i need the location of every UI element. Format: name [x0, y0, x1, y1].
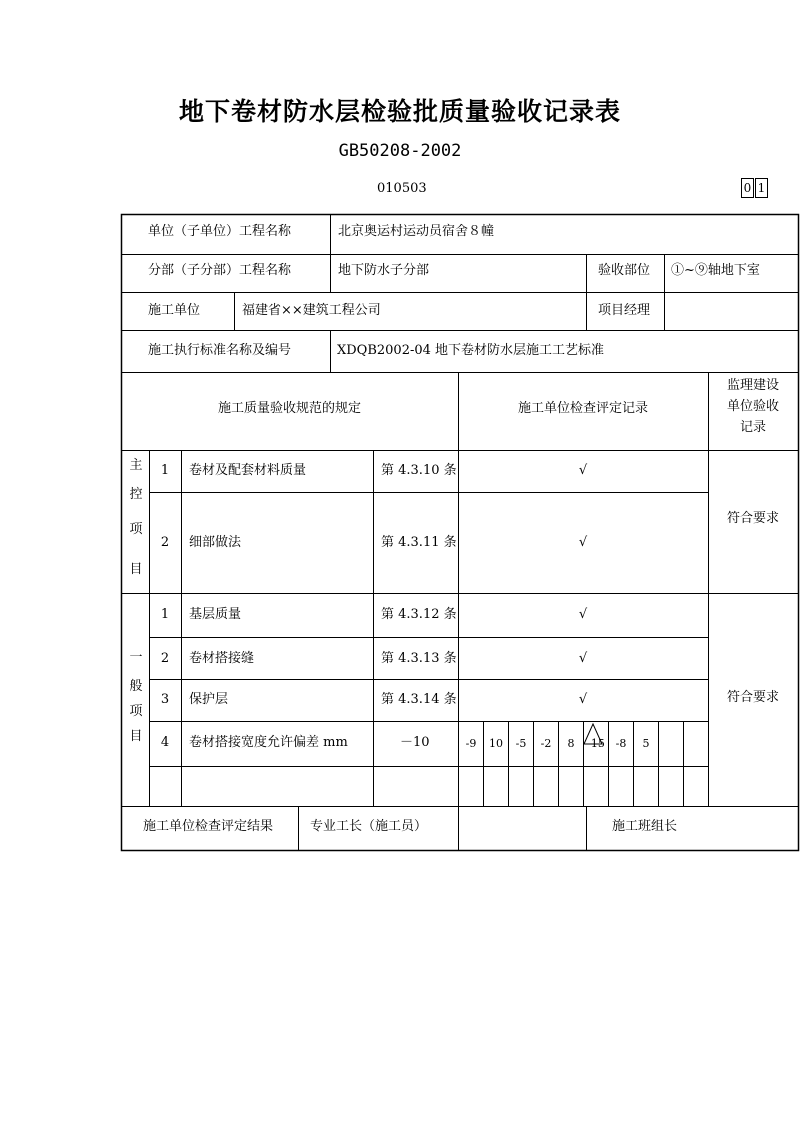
- main-row-2-clause: 第 4.3.11 条: [381, 535, 457, 550]
- general-row-2-item: 卷材搭接缝: [189, 651, 255, 666]
- form-code: 010503: [377, 181, 427, 196]
- main-items-result: 符合要求: [726, 511, 779, 526]
- measurement-1: -9: [465, 737, 477, 750]
- project-name-label: 单位（子单位）工程名称: [148, 224, 292, 239]
- spec-column-header: 施工质量验收规范的规定: [217, 401, 361, 416]
- main-group-label-3: 项: [129, 522, 143, 537]
- result-label: 施工单位检查评定结果: [143, 819, 274, 834]
- subdivision-label: 分部（子分部）工程名称: [148, 263, 292, 278]
- general-row-1-record: √: [578, 607, 588, 622]
- general-row-3-item: 保护层: [189, 692, 229, 707]
- general-row-3-record: √: [578, 692, 588, 707]
- supervisor-header-line-3: 记录: [739, 420, 766, 435]
- general-group-label-2: 般: [129, 679, 143, 694]
- measurement-6: -15: [587, 737, 605, 750]
- inspection-part-label: 验收部位: [598, 263, 651, 278]
- main-row-2-item: 细部做法: [189, 535, 242, 550]
- general-items-result: 符合要求: [726, 690, 779, 705]
- measurement-2: 10: [489, 737, 503, 750]
- measurement-8: 5: [642, 737, 650, 750]
- general-row-3-clause: 第 4.3.14 条: [381, 692, 457, 707]
- main-row-1-clause: 第 4.3.10 条: [381, 463, 457, 478]
- general-group-label-4: 目: [129, 729, 143, 744]
- main-row-2-no: 2: [160, 535, 170, 550]
- subdivision-value: 地下防水子分部: [338, 263, 430, 278]
- general-row-4-no: 4: [160, 735, 170, 750]
- main-group-label-2: 控: [129, 487, 143, 502]
- inspection-part-value: ①~⑨轴地下室: [671, 263, 760, 278]
- project-name-value: 北京奥运村运动员宿舍８幢: [338, 224, 495, 239]
- general-row-4-tolerance: －10: [400, 735, 430, 750]
- main-row-1-item: 卷材及配套材料质量: [189, 463, 307, 478]
- execution-standard-label: 施工执行标准名称及编号: [148, 343, 292, 358]
- general-row-4-item: 卷材搭接宽度允许偏差 mm: [189, 735, 348, 750]
- general-row-2-no: 2: [160, 651, 170, 666]
- record-column-header: 施工单位检查评定记录: [517, 401, 648, 416]
- project-manager-label: 项目经理: [598, 303, 651, 318]
- general-group-label-1: 一: [129, 650, 143, 665]
- measurement-5: 8: [567, 737, 575, 750]
- measurement-3: -5: [515, 737, 527, 750]
- contractor-label: 施工单位: [148, 303, 201, 318]
- contractor-value: 福建省××建筑工程公司: [242, 303, 381, 318]
- main-row-1-record: √: [578, 463, 588, 478]
- sheet-no-digit-2: 1: [755, 178, 768, 198]
- sheet-no-digit-1: 0: [741, 178, 754, 198]
- measurement-4: -2: [540, 737, 552, 750]
- general-row-1-clause: 第 4.3.12 条: [381, 607, 457, 622]
- standard-code: GB50208-2002: [338, 141, 462, 161]
- main-group-label-4: 目: [129, 562, 143, 577]
- general-row-3-no: 3: [160, 692, 170, 707]
- general-group-label-3: 项: [129, 704, 143, 719]
- general-row-2-record: √: [578, 651, 588, 666]
- supervisor-header-line-2: 单位验收: [726, 399, 779, 414]
- general-row-1-item: 基层质量: [189, 607, 242, 622]
- team-leader-label: 施工班组长: [612, 819, 678, 834]
- main-row-1-no: 1: [160, 463, 170, 478]
- general-row-1-no: 1: [160, 607, 170, 622]
- main-group-label-1: 主: [129, 458, 143, 473]
- execution-standard-value: XDQB2002-04 地下卷材防水层施工工艺标准: [337, 343, 605, 358]
- supervisor-header-line-1: 监理建设: [726, 378, 779, 393]
- general-row-2-clause: 第 4.3.13 条: [381, 651, 457, 666]
- main-row-2-record: √: [578, 535, 588, 550]
- foreman-label: 专业工长（施工员）: [310, 819, 428, 834]
- measurement-7: -8: [615, 737, 627, 750]
- page-title: 地下卷材防水层检验批质量验收记录表: [178, 97, 621, 126]
